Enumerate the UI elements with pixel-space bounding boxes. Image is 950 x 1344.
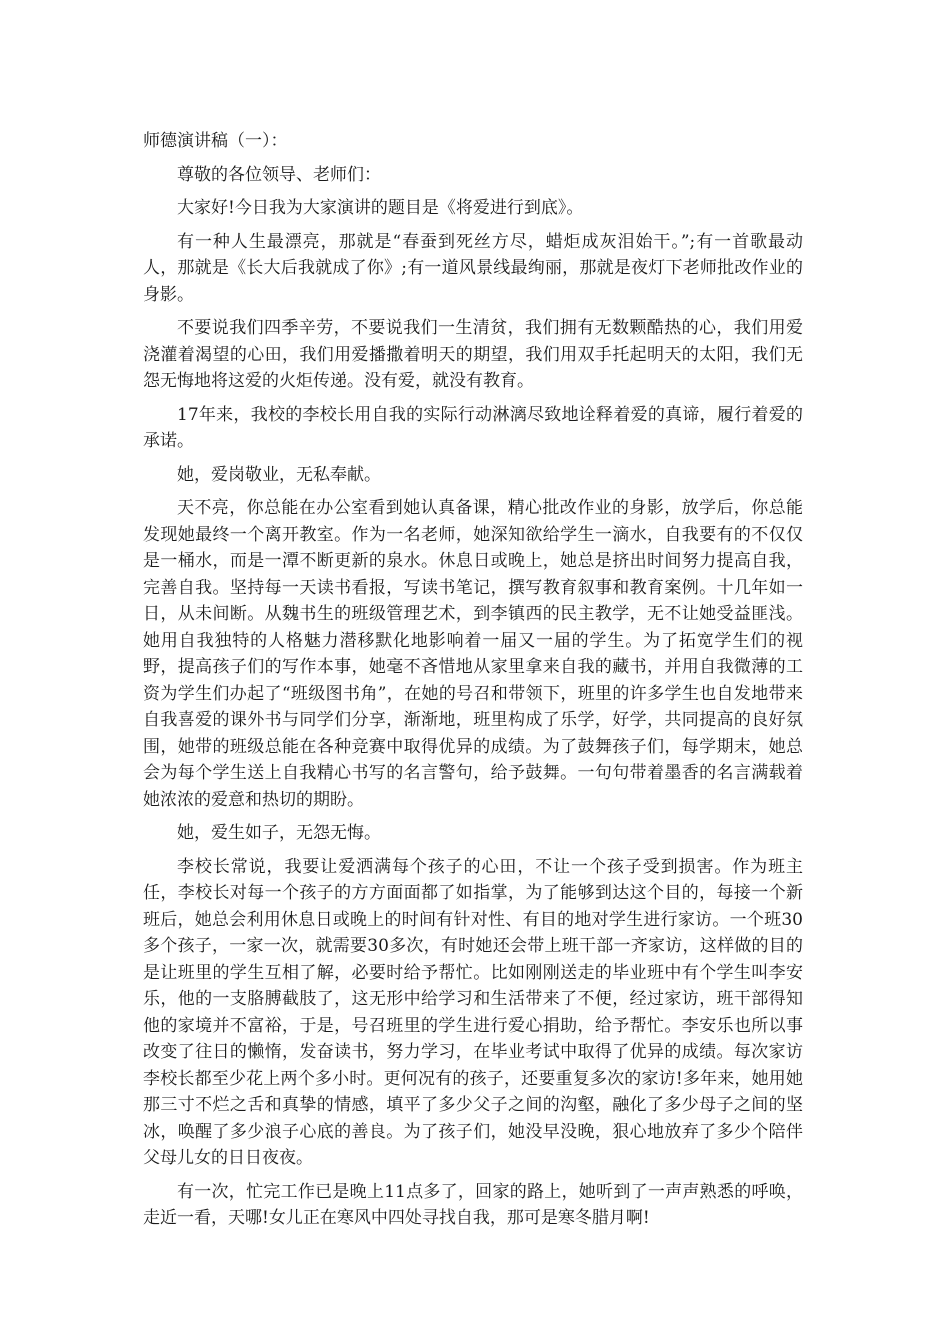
document-title: 师德演讲稿（一）：: [143, 131, 288, 151]
paragraph-home-visits: 李校长常说，我要让爱洒满每个孩子的心田，不让一个孩子受到损害。作为班主任，李校长对每一个孩子的方方面面都了如指掌，为了能够到达这个目的，每接一个新班后，她总会利用休息日或晚上的时间有针对性、有目的地对学生进行家访。一个班30多个孩子，一家一次，就需要30多次，有时她还会带上班干部一齐家访，这样做的目的是让班里的学生互相了解，必要时给予帮忙。比如刚刚送走的毕业班中有个学生叫李安乐，他的一支胳膊截肢了，这无形中给学习和生活带来了不便，经过家访，班干部得知他的家境并不富裕，于是，号召班里的学生进行爱心捐助，给予帮忙。李安乐也所以事改变了往日的懒惰，发奋读书，努力学习，在毕业考试中取得了优异的成绩。每次家访李校长都至少花上两个多小时。更何况有的孩子，还要重复多次的家访!多年来，她用她那三寸不烂之舌和真挚的情感，填平了多少父子之间的沟壑，融化了多少母子之间的坚冰，唤醒了多少浪子心底的善良。为了孩子们，她没早没晚，狠心地放弃了多少个陪伴父母儿女的日日夜夜。: [143, 856, 803, 1168]
paragraph-greeting: 大家好!今日我为大家演讲的题目是《将爱进行到底》。: [177, 198, 584, 218]
document-body: [143, 128, 803, 1239]
paragraph-daily-work: 天不亮，你总能在办公室看到她认真备课，精心批改作业的身影，放学后，你总能发现她最终一个离开教室。作为一名老师，她深知欲给学生一滴水，自我要有的不仅仅是一桶水，而是一潭不断更新的泉水。休息日或晚上，她总是挤出时间努力提高自我，完善自我。坚持每一天读书看报，写读书笔记，撰写教育叙事和教育案例。十几年如一日，从未间断。从魏书生的班级管理艺术，到李镇西的民主教学，无不让她受益匪浅。她用自我独特的人格魅力潜移默化地影响着一届又一届的学生。为了拓宽学生们的视野，提高孩子们的写作本事，她毫不吝惜地从家里拿来自我的藏书，并用自我微薄的工资为学生们办起了“班级图书角”，在她的号召和带领下，班里的许多学生也自发地带来自我喜爱的课外书与同学们分享，渐渐地，班里构成了乐学，好学，共同提高的良好氛围，她带的班级总能在各种竞赛中取得优异的成绩。为了鼓舞孩子们，每学期末，她总会为每个学生送上自我精心书写的名言警句，给予鼓舞。一句句带着墨香的名言满载着她浓浓的爱意和热切的期盼。: [143, 498, 803, 810]
paragraph-intro: 有一种人生最漂亮，那就是“春蚕到死丝方尽，蜡炬成灰泪始干。”;有一首歌最动人，那就是《长大后我就成了你》;有一道风景线最绚丽，那就是夜灯下老师批改作业的身影。: [143, 231, 803, 305]
paragraph-heading-dedication: 她，爱岗敬业，无私奉献。: [177, 464, 381, 485]
paragraph-principal: 17年来，我校的李校长用自我的实际行动淋漓尽致地诠释着爱的真谛，履行着爱的承诺。: [143, 404, 803, 451]
paragraph-dedication: 不要说我们四季辛劳，不要说我们一生清贫，我们拥有无数颗酷热的心，我们用爱浇灌着渴望的心田，我们用爱播撒着明天的期望，我们用双手托起明天的太阳，我们无怨无悔地将这爱的火炬传递。没有爱，就没有教育。: [143, 318, 803, 391]
paragraph-salutation: 尊敬的各位领导、老师们：: [177, 164, 381, 185]
paragraph-one-night: 有一次，忙完工作已是晚上11点多了，回家的路上，她听到了一声声熟悉的呼唤，走近一看，天哪!女儿正在寒风中四处寻找自我，那可是寒冬腊月啊!: [143, 1181, 803, 1228]
paragraph-heading-love: 她，爱生如子，无怨无悔。: [177, 823, 381, 843]
